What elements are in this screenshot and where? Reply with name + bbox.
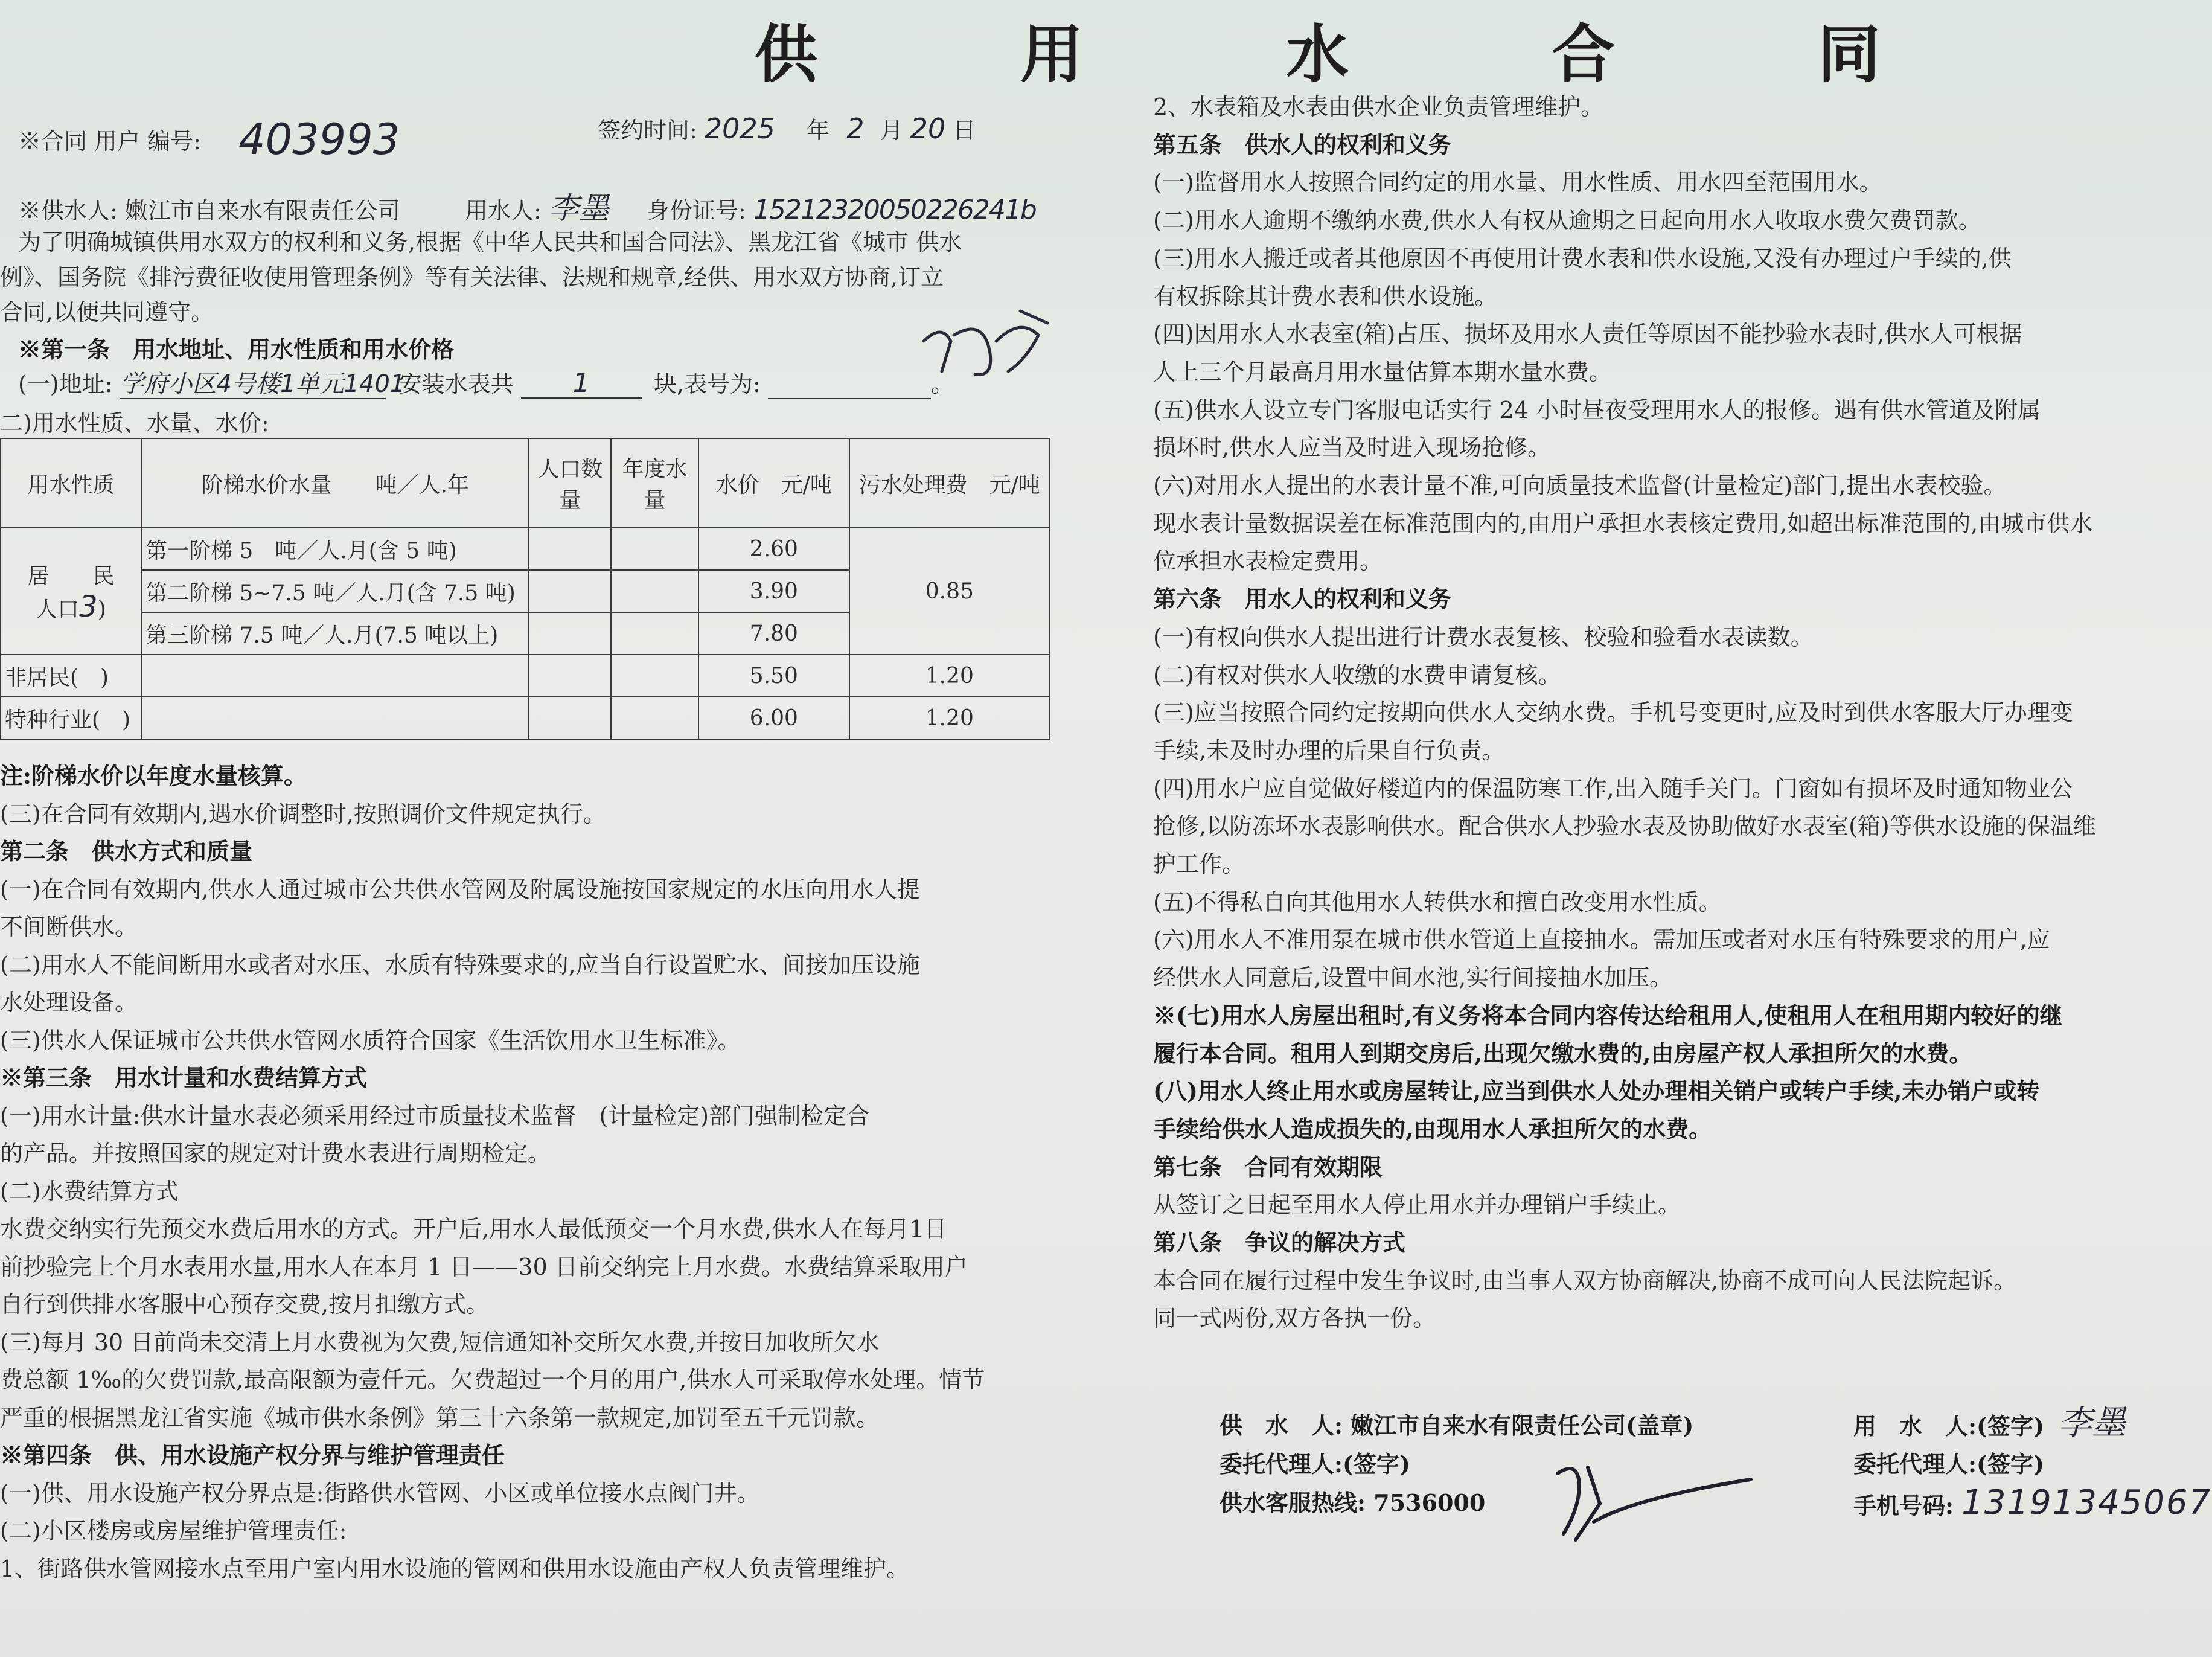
body-line: (二)水费结算方式 [0, 1178, 179, 1205]
body-line: 经供水人同意后,设置中间水池,实行间接抽水加压。 [1153, 964, 1673, 992]
agent-signature [1552, 1449, 1769, 1558]
table-cell [529, 570, 611, 612]
table-cell [611, 655, 698, 697]
body-line: 有权拆除其计费水表和供水设施。 [1153, 283, 1498, 310]
supplier-sign-label: 供 水 人: [1219, 1412, 1343, 1439]
body-line: (一)在合同有效期内,供水人通过城市公共供水管网及附属设施按国家规定的水压向用水人提 [0, 876, 920, 903]
address-row [18, 370, 954, 399]
body-line: 从签订之日起至用水人停止用水并办理销户手续止。 [1153, 1191, 1681, 1219]
body-line: 水费交纳实行先预交水费后用水的方式。开户后,用水人最低预交一个月水费,供水人在每月1日 [0, 1216, 947, 1242]
table-cell [611, 697, 698, 739]
table-cell [611, 528, 698, 570]
table-row [1, 528, 1050, 570]
body-line: (二)用水人逾期不缴纳水费,供水人有权从逾期之日起向用水人收取水费欠费罚款。 [1153, 207, 1981, 234]
meter-no-end: 。 [930, 371, 954, 397]
tier-label: 第二阶梯 5~7.5 吨／人.月(含 7.5 吨) [141, 570, 529, 612]
body-line: (四)用水户应自觉做好楼道内的保温防寒工作,出入随手关门。门窗如有损坏及时通知物业公 [1153, 775, 2073, 802]
body-line: 2、水表箱及水表由供水企业负责管理维护。 [1153, 94, 1604, 120]
section-heading: (八)用水人终止用水或房屋转让,应当到供水人处办理相关销户或转户手续,未办销户或转 [1153, 1077, 2040, 1105]
meters-unit: 块,表号为: [653, 371, 761, 397]
table-header-cell: 水价 元/吨 [698, 438, 849, 528]
body-line: 抢修,以防冻坏水表影响供水。配合供水人抄验水表及协助做好水表室(箱)等供水设施的保温维 [1153, 813, 2096, 840]
page-title: 供 用 水 合 同 [755, 17, 1971, 91]
preamble-line: 例》、国务院《排污费征收使用管理条例》等有关法律、法规和规章,经供、用水双方协商,订立 [0, 264, 944, 290]
section-heading: 第八条 争议的解决方式 [1153, 1229, 1406, 1256]
section-heading: ※(七)用水人房屋出租时,有义务将本合同内容传达给租用人,使租用人在租用期内较好的继 [1153, 1001, 2063, 1029]
tier-label: 第一阶梯 5 吨／人.月(含 5 吨) [141, 528, 529, 570]
body-line: (三)应当按照合同约定按期向供水人交纳水费。手机号变更时,应及时到供水客服大厅办理变 [1153, 699, 2073, 726]
body-line: (三)用水人搬迁或者其他原因不再使用计费水表和供水设施,又没有办理过户手续的,供 [1153, 245, 2012, 272]
supplier-agent-label: 委托代理人:(签字) [1219, 1450, 1410, 1478]
body-line: (一)用水计量:供水计量水表必须采用经过市质量技术监督 (计量检定)部门强制检定合 [0, 1102, 870, 1129]
body-line: 人上三个月最高月用水量估算本期水量水费。 [1153, 358, 1613, 385]
body-line: 现水表计量数据误差在标准范围内的,由用户承担水表核定费用,如超出标准范围的,由城市供水 [1153, 510, 2093, 537]
body-line: 同一式两份,双方各执一份。 [1153, 1305, 1436, 1332]
body-line: 水处理设备。 [0, 989, 138, 1016]
user-sign-row [1853, 1403, 2126, 1443]
phone-label: 手机号码: [1853, 1492, 1954, 1519]
id-value: 15212320050226241b [753, 194, 1036, 225]
body-line: (一)监督用水人按照合同约定的用水量、用水性质、用水四至范围用水。 [1153, 169, 1882, 196]
body-line: (五)供水人设立专门客服电话实行 24 小时昼夜受理用水人的报修。遇有供水管道及附属 [1153, 396, 2041, 423]
resident-label: 居 民 [27, 563, 115, 589]
supplier-sign-row [1219, 1412, 1693, 1440]
body-line: 自行到供排水客服中心预存交费,按月扣缴方式。 [0, 1291, 490, 1318]
body-line: 费总额 1‰的欠费罚款,最高限额为壹仟元。欠费超过一个月的用户,供水人可采取停水处理。情节 [0, 1367, 985, 1393]
body-line: (六)用水人不准用泵在城市供水管道上直接抽水。需加压或者对水压有特殊要求的用户,应 [1153, 926, 2050, 953]
section-heading: 履行本合同。租用人到期交房后,出现欠缴水费的,由房屋产权人承担所欠的水费。 [1153, 1039, 1972, 1067]
body-line: 不间断供水。 [0, 914, 138, 940]
tier-price: 3.90 [698, 570, 849, 612]
body-line: (一)供、用水设施产权分界点是:街路供水管网、小区或单位接水点阀门井。 [0, 1479, 760, 1507]
sign-time-row [598, 112, 976, 145]
resident-cell [1, 528, 141, 655]
resident-pop [5, 590, 137, 624]
section-heading: 手续给供水人造成损失的,由现用水人承担所欠的水费。 [1153, 1115, 1712, 1143]
year-unit: 年 [807, 117, 830, 144]
body-line: (二)小区楼房或房屋维护管理责任: [0, 1518, 347, 1544]
body-line: (五)不得私自向其他用水人转供水和擅自改变用水性质。 [1153, 888, 1722, 915]
body-line: 损坏时,供水人应当及时进入现场抢修。 [1153, 434, 1551, 461]
phone-value: 13191345067 [1961, 1483, 2212, 1522]
day-unit: 日 [953, 117, 976, 144]
contract-no-label: ※合同 用户 编号: [18, 128, 201, 155]
rates-table [0, 438, 1050, 740]
body-line: (三)在合同有效期内,遇水价调整时,按照调价文件规定执行。 [0, 800, 606, 827]
tier-price: 7.80 [698, 612, 849, 655]
table-cell [141, 697, 529, 739]
parties-row [18, 191, 1036, 226]
handwritten-signature [918, 305, 1063, 389]
special-sewage: 1.20 [849, 697, 1050, 739]
preamble-line: 为了明确城镇供用水双方的权利和义务,根据《中华人民共和国合同法》、黑龙江省《城市 供水 [18, 229, 962, 255]
contract-no-row [18, 115, 400, 164]
body-line: (六)对用水人提出的水表计量不准,可向质量技术监督(计量检定)部门,提出水表校验。 [1153, 472, 2007, 499]
nonresident-label: 非居民( ) [1, 655, 141, 697]
section-heading: ※第四条 供、用水设施产权分界与维护管理责任 [0, 1441, 505, 1469]
body-line: 手续,未及时办理的后果自行负责。 [1153, 737, 1505, 764]
body-line: 位承担水表检定费用。 [1153, 548, 1383, 575]
body-line: 的产品。并按照国家的规定对计费水表进行周期检定。 [0, 1140, 551, 1167]
special-price: 6.00 [698, 697, 849, 739]
table-row [1, 655, 1050, 697]
sign-month: 2 [846, 112, 865, 145]
body-line: (三)每月 30 日前尚未交清上月水费视为欠费,短信通知补交所欠水费,并按日加收所欠水 [0, 1328, 880, 1356]
sign-day: 20 [910, 112, 946, 145]
supplier-label: ※供水人: [18, 197, 118, 224]
resident-sewage: 0.85 [849, 528, 1050, 655]
table-cell [141, 655, 529, 697]
body-line: 严重的根据黑龙江省实施《城市供水条例》第三十六条第一款规定,加罚至五千元罚款。 [0, 1404, 880, 1431]
hotline-value: 7536000 [1373, 1489, 1486, 1516]
user-label: 用水人: [465, 197, 542, 224]
table-header-cell: 人口数量 [529, 438, 611, 528]
meters-value: 1 [521, 370, 642, 399]
body-line: 1、街路供水管网接水点至用户室内用水设施的管网和供用水设施由产权人负责管理维护。 [0, 1555, 910, 1582]
body-line: 前抄验完上个月水表用水量,用水人在本月 1 日——30 日前交纳完上月水费。水费结算采取用户 [0, 1253, 968, 1280]
meters-label: 安装水表共 [398, 371, 514, 397]
section-heading: 第五条 供水人的权利和义务 [1153, 130, 1452, 158]
month-unit: 月 [880, 117, 903, 144]
supplier-sign-value: 嫩江市自来水有限责任公司(盖章) [1351, 1412, 1694, 1439]
special-label: 特种行业( ) [1, 697, 141, 739]
nonresident-price: 5.50 [698, 655, 849, 697]
user-name: 李墨 [548, 191, 609, 226]
table-header-cell: 用水性质 [1, 438, 141, 528]
body-line: 本合同在履行过程中发生争议时,由当事人双方协商解决,协商不成可向人民法院起诉。 [1153, 1267, 2017, 1294]
table-header-row [1, 438, 1050, 528]
address-value: 学府小区4号楼1单元1401 [120, 370, 406, 398]
body-line: (一)有权向供水人提出进行计费水表复核、校验和验看水表读数。 [1153, 623, 1814, 650]
sign-year: 2025 [704, 112, 775, 145]
table-cell [611, 612, 698, 655]
table-cell [529, 655, 611, 697]
body-line: (二)用水人不能间断用水或者对水压、水质有特殊要求的,应当自行设置贮水、间接加压设施 [0, 951, 920, 978]
sign-time-label: 签约时间: [598, 117, 697, 144]
section-heading: 注:阶梯水价以年度水量核算。 [0, 762, 307, 789]
body-line: (二)有权对供水人收缴的水费申请复核。 [1153, 661, 1561, 688]
body-line: 护工作。 [1153, 851, 1245, 877]
table-row [1, 697, 1050, 739]
hotline-label: 供水客服热线: [1219, 1489, 1366, 1516]
article-1-heading: ※第一条 用水地址、用水性质和用水价格 [18, 336, 455, 363]
contract-no-value: 403993 [238, 115, 400, 164]
article-1-sub2: 二)用水性质、水量、水价: [0, 410, 269, 437]
id-label: 身份证号: [647, 197, 746, 224]
resident-pop-value: 3 [79, 589, 98, 624]
section-heading: ※第三条 用水计量和水费结算方式 [0, 1064, 368, 1091]
address-label: (一)地址: [18, 371, 113, 397]
section-heading: 第六条 用水人的权利和义务 [1153, 585, 1452, 613]
table-cell [529, 612, 611, 655]
resident-pop-label: 人口 [36, 597, 80, 622]
preamble-line: 合同,以便共同遵守。 [0, 299, 214, 325]
user-sign-value: 李墨 [2058, 1403, 2126, 1443]
user-agent-label: 委托代理人:(签字) [1853, 1450, 2044, 1478]
body-line: (四)因用水人水表室(箱)占压、损坏及用水人责任等原因不能抄验水表时,供水人可根据 [1153, 321, 2022, 348]
resident-pop-close: ) [97, 597, 106, 622]
tier-price: 2.60 [698, 528, 849, 570]
table-cell [529, 697, 611, 739]
table-cell [611, 570, 698, 612]
phone-row [1853, 1483, 2212, 1522]
tier-label: 第三阶梯 7.5 吨／人.月(7.5 吨以上) [141, 612, 529, 655]
body-line: (三)供水人保证城市公共供水管网水质符合国家《生活饮用水卫生标准》。 [0, 1027, 741, 1054]
supplier-name: 嫩江市自来水有限责任公司 [124, 197, 400, 224]
section-heading: 第二条 供水方式和质量 [0, 838, 253, 865]
user-sign-label: 用 水 人:(签字) [1853, 1412, 2044, 1440]
hotline-row [1219, 1489, 1485, 1517]
table-header-cell: 年度水量 [611, 438, 698, 528]
table-header-cell: 阶梯水价水量 吨／人.年 [141, 438, 529, 528]
section-heading: 第七条 合同有效期限 [1153, 1153, 1383, 1181]
table-header-cell: 污水处理费 元/吨 [849, 438, 1050, 528]
table-cell [529, 528, 611, 570]
nonresident-sewage: 1.20 [849, 655, 1050, 697]
